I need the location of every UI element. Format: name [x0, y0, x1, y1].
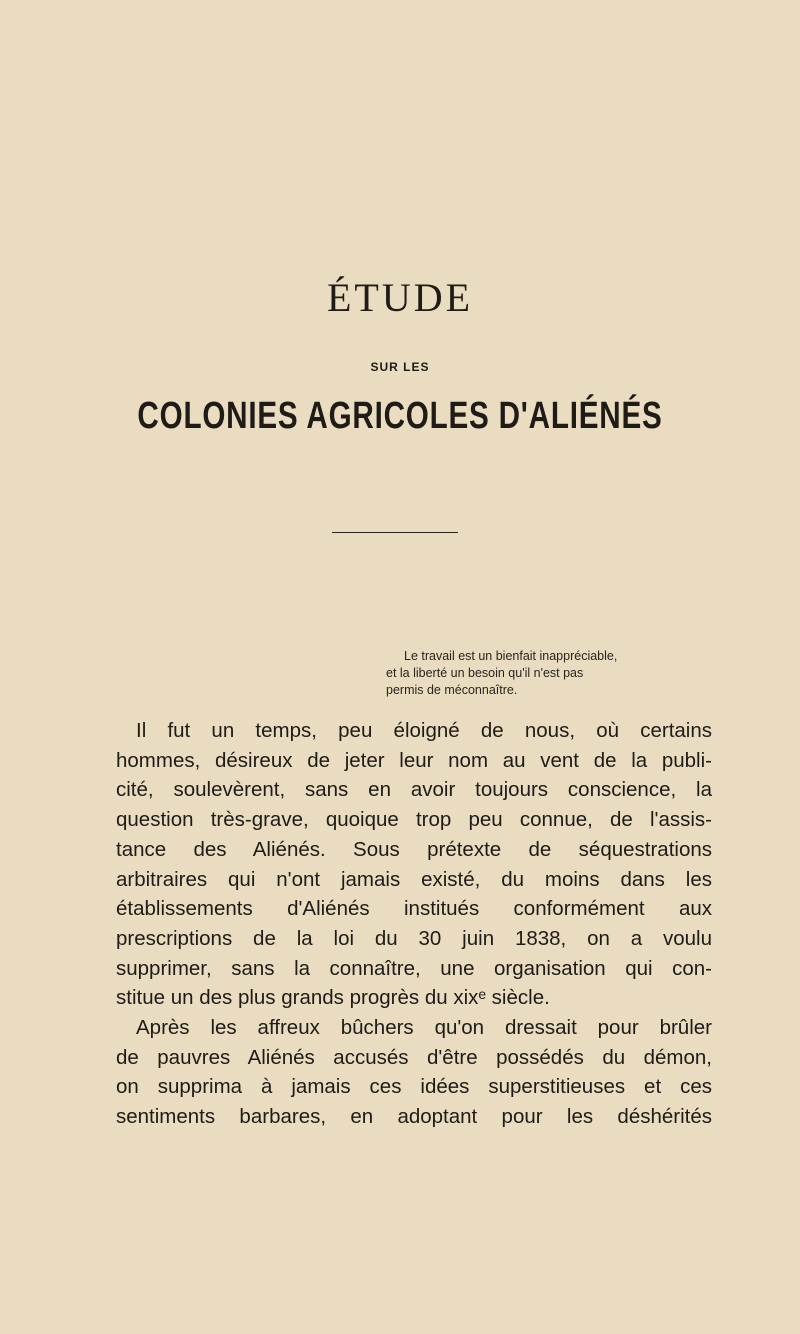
- divider-rule: [332, 532, 458, 533]
- body-line: on supprima à jamais ces idées superstitieuses et ces: [116, 1075, 712, 1099]
- epigraph-line: et la liberté un besoin qu'il n'est pas: [386, 666, 584, 680]
- body-line: de pauvres Aliénés accusés d'être possédés du démon,: [116, 1045, 712, 1069]
- subtitle-sur-les: SUR LES: [370, 360, 430, 374]
- body-line: hommes, désireux de jeter leur nom au vent de la publi-: [116, 748, 712, 772]
- body-line: supprimer, sans la connaître, une organisation qui con-: [116, 956, 712, 980]
- body-line: Après les affreux bûchers qu'on dressait pour brûler: [136, 1016, 712, 1040]
- body-line: stitue un des plus grands progrès du xixᵉ siècle.: [116, 986, 550, 1010]
- main-title: COLONIES AGRICOLES D'ALIÉNÉS: [137, 395, 663, 437]
- body-line: établissements d'Aliénés institués conformément aux: [116, 897, 712, 921]
- body-text: [116, 716, 712, 1132]
- body-line: arbitraires qui n'ont jamais existé, du moins dans les: [116, 867, 712, 891]
- body-line: tance des Aliénés. Sous prétexte de séquestrations: [116, 837, 712, 861]
- body-line: question très-grave, quoique trop peu connue, de l'assis-: [116, 808, 712, 832]
- epigraph: [386, 648, 716, 699]
- body-line: cité, soulevèrent, sans en avoir toujours conscience, la: [116, 778, 712, 802]
- body-line: prescriptions de la loi du 30 juin 1838, on a voulu: [116, 926, 712, 950]
- title-etude: ÉTUDE: [326, 275, 474, 320]
- epigraph-line: Le travail est un bienfait inappréciable,: [404, 649, 618, 663]
- epigraph-line: permis de méconnaître.: [386, 683, 518, 697]
- body-line: sentiments barbares, en adoptant pour les déshérités: [116, 1105, 712, 1129]
- body-line: Il fut un temps, peu éloigné de nous, où certains: [136, 719, 712, 742]
